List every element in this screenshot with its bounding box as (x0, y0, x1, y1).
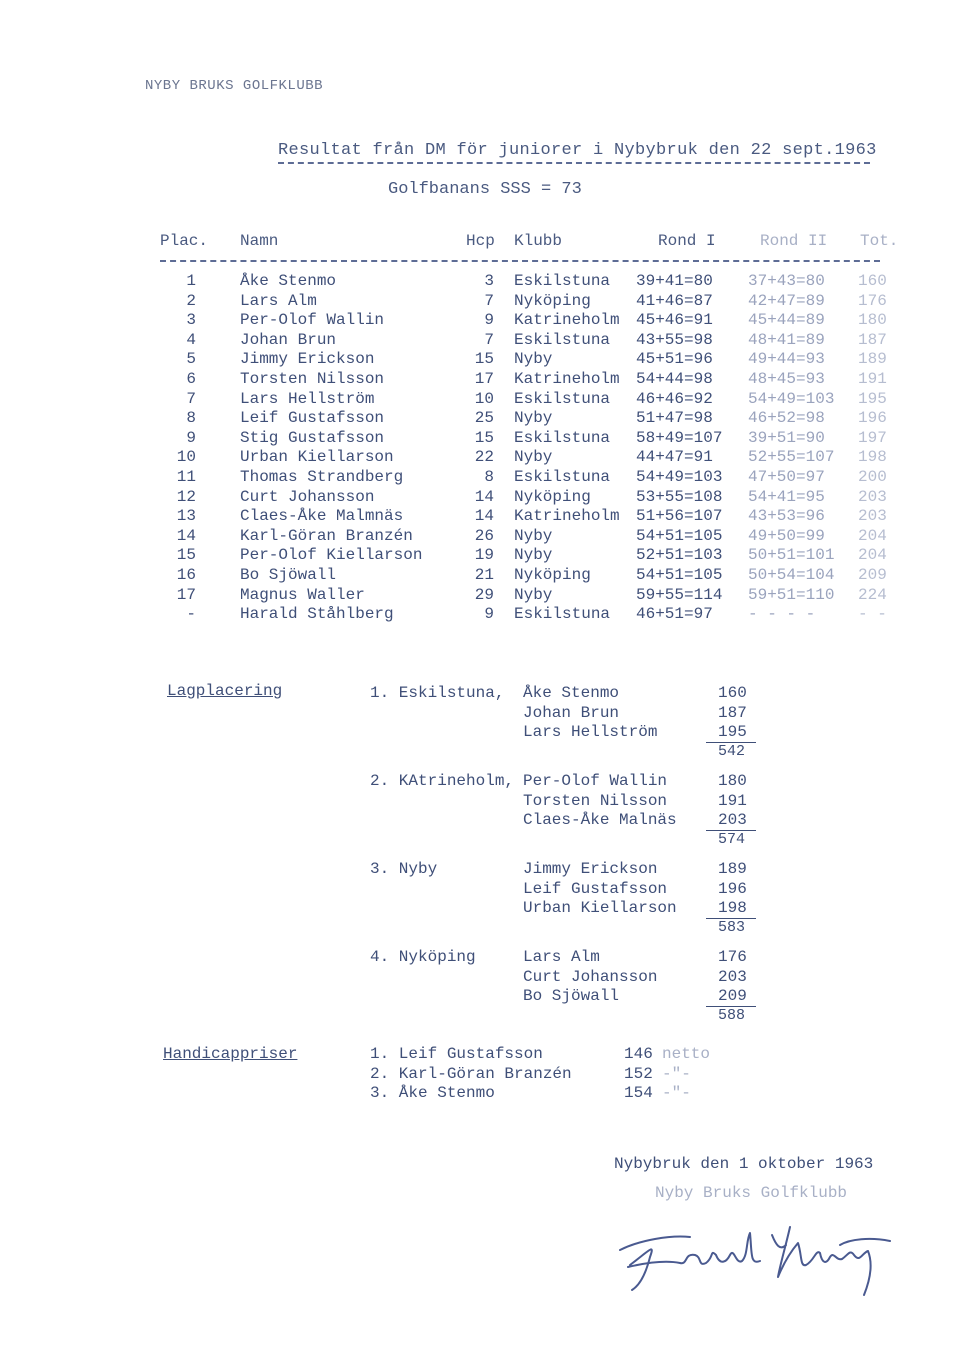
cell-round1: 46+51=97 (636, 605, 713, 624)
cell-name: Lars Hellström (240, 389, 375, 408)
cell-club: Katrineholm (514, 370, 620, 388)
team-rank: 1. Eskilstuna, (370, 684, 505, 702)
cell-handicap: 7 (484, 330, 494, 349)
cell-club: Eskilstuna (514, 330, 611, 349)
team-player-name: Johan Brun (523, 703, 620, 722)
cell-handicap: 19 (474, 546, 494, 565)
col-header-plac: Plac. (160, 232, 209, 250)
team-player-score: 191 (718, 791, 747, 810)
hcp-prize-name: 3. Åke Stenmo (370, 1084, 495, 1102)
cell-name: Per-Olof Wallin (240, 311, 385, 330)
cell-name: Curt Johansson (240, 487, 375, 506)
cell-round1: 51+56=107 (636, 507, 723, 526)
cell-total: 204 (858, 526, 887, 545)
table-row (0, 311, 960, 331)
table-row (0, 468, 960, 488)
team-rank: 4. Nyköping (370, 948, 476, 966)
cell-round2: 48+45=93 (748, 370, 825, 388)
header-divider (160, 260, 880, 262)
cell-club: Nyby (514, 448, 553, 467)
cell-round2: 49+50=99 (748, 526, 825, 545)
cell-handicap: 9 (484, 605, 494, 624)
team-total: 588 (718, 1007, 746, 1024)
col-header-rond1: Rond I (658, 232, 716, 250)
team-player-name: Lars Alm (523, 948, 600, 966)
cell-club: Nyby (514, 350, 553, 369)
cell-club: Nyby (514, 585, 553, 604)
cell-total: 187 (858, 330, 887, 349)
cell-handicap: 3 (484, 272, 494, 290)
table-row (0, 507, 960, 527)
team-player-name: Claes-Åke Malnäs (523, 811, 677, 829)
table-row (0, 605, 960, 625)
table-row (0, 488, 960, 508)
cell-name: Åke Stenmo (240, 272, 337, 290)
cell-place: - (186, 605, 196, 624)
cell-club: Nyköping (514, 291, 591, 310)
cell-place: 13 (176, 507, 196, 526)
team-player-name: Lars Hellström (523, 723, 658, 741)
table-row (0, 448, 960, 468)
team-total: 542 (718, 743, 746, 760)
cell-club: Nyby (514, 546, 553, 565)
cell-round1: 54+49=103 (636, 468, 723, 486)
table-row (0, 546, 960, 566)
cell-round2: 52+55=107 (748, 448, 835, 467)
cell-round1: 46+46=92 (636, 389, 713, 408)
cell-round2: 46+52=98 (748, 409, 825, 428)
cell-place: 15 (176, 546, 196, 565)
cell-place: 5 (186, 350, 196, 369)
cell-name: Bo Sjöwall (240, 566, 337, 584)
cell-club: Nyby (514, 409, 553, 428)
table-row (0, 409, 960, 429)
cell-handicap: 7 (484, 291, 494, 310)
cell-total: 189 (858, 350, 887, 369)
cell-total: 176 (858, 291, 887, 310)
cell-club: Nyköping (514, 566, 591, 584)
hcp-prize-note: -"- (662, 1084, 691, 1102)
handicappriser-label: Handicappriser (163, 1045, 298, 1063)
cell-name: Johan Brun (240, 330, 337, 349)
cell-name: Per-Olof Kiellarson (240, 546, 423, 565)
col-header-hcp: Hcp (466, 232, 495, 250)
cell-round1: 54+51=105 (636, 566, 723, 584)
cell-round1: 54+51=105 (636, 526, 723, 545)
cell-club: Eskilstuna (514, 389, 611, 408)
cell-round2: 42+47=89 (748, 291, 825, 310)
cell-round2: 50+54=104 (748, 566, 835, 584)
cell-handicap: 8 (484, 468, 494, 486)
cell-place: 11 (176, 468, 196, 486)
cell-total: 200 (858, 468, 887, 486)
cell-club: Eskilstuna (514, 272, 611, 290)
team-player-score: 195 (718, 723, 747, 741)
lagplacering-label: Lagplacering (167, 682, 283, 700)
cell-place: 1 (186, 272, 196, 290)
cell-place: 17 (176, 585, 196, 604)
cell-place: 2 (186, 291, 196, 310)
cell-place: 14 (176, 526, 196, 545)
cell-name: Claes-Åke Malmnäs (240, 507, 404, 526)
team-player-score: 189 (718, 860, 747, 878)
cell-club: Katrineholm (514, 507, 620, 526)
cell-place: 3 (186, 311, 196, 330)
team-player-name: Bo Sjöwall (523, 987, 620, 1005)
cell-round1: 51+47=98 (636, 409, 713, 428)
team-rank: 2. KAtrineholm, (370, 772, 515, 790)
team-player-name: Jimmy Erickson (523, 860, 658, 878)
cell-name: Stig Gustafsson (240, 428, 385, 447)
team-player-score: 176 (718, 948, 747, 966)
team-total: 583 (718, 919, 746, 936)
table-row (0, 350, 960, 370)
cell-total: 203 (858, 507, 887, 526)
team-player-score: 209 (718, 987, 747, 1005)
cell-handicap: 14 (474, 507, 494, 526)
cell-handicap: 14 (474, 487, 494, 506)
cell-name: Thomas Strandberg (240, 468, 404, 486)
cell-total: 180 (858, 311, 887, 330)
cell-round1: 41+46=87 (636, 291, 713, 310)
title-underline (278, 162, 870, 164)
cell-round1: 54+44=98 (636, 370, 713, 388)
cell-round1: 52+51=103 (636, 546, 723, 565)
cell-handicap: 22 (474, 448, 494, 467)
cell-round2: 48+41=89 (748, 330, 825, 349)
cell-name: Jimmy Erickson (240, 350, 375, 369)
cell-club: Eskilstuna (514, 605, 611, 624)
table-row (0, 566, 960, 586)
table-row (0, 586, 960, 606)
cell-place: 4 (186, 330, 196, 349)
cell-total: 203 (858, 487, 887, 506)
cell-round2: 45+44=89 (748, 311, 825, 330)
cell-round1: 59+55=114 (636, 585, 723, 604)
cell-club: Nyköping (514, 487, 591, 506)
footer-club: Nyby Bruks Golfklubb (655, 1184, 848, 1202)
col-header-tot: Tot. (860, 232, 899, 250)
table-row (0, 429, 960, 449)
cell-round1: 44+47=91 (636, 448, 713, 467)
table-row (0, 527, 960, 547)
cell-place: 8 (186, 409, 196, 428)
team-player-name: Torsten Nilsson (523, 791, 668, 810)
cell-round2: 39+51=90 (748, 428, 825, 447)
cell-handicap: 17 (474, 370, 494, 388)
cell-name: Lars Alm (240, 291, 317, 310)
cell-round1: 45+46=91 (636, 311, 713, 330)
cell-round1: 45+51=96 (636, 350, 713, 369)
col-header-rond2: Rond II (760, 232, 828, 250)
cell-name: Torsten Nilsson (240, 370, 385, 388)
cell-total: - - (858, 605, 887, 624)
cell-name: Karl-Göran Branzén (240, 526, 413, 545)
cell-round2: 37+43=80 (748, 272, 825, 290)
team-player-score: 180 (718, 772, 747, 790)
cell-handicap: 25 (474, 409, 494, 428)
cell-total: 195 (858, 389, 887, 408)
col-header-namn: Namn (240, 232, 279, 250)
cell-round1: 58+49=107 (636, 428, 723, 447)
team-player-score: 203 (718, 811, 747, 829)
table-row (0, 292, 960, 312)
team-player-score: 203 (718, 967, 747, 986)
table-row (0, 390, 960, 410)
cell-handicap: 15 (474, 350, 494, 369)
team-player-score: 196 (718, 879, 747, 898)
cell-handicap: 10 (474, 389, 494, 408)
cell-handicap: 29 (474, 585, 494, 604)
cell-round2: 54+49=103 (748, 389, 835, 408)
cell-name: Magnus Waller (240, 585, 365, 604)
cell-handicap: 9 (484, 311, 494, 330)
cell-total: 209 (858, 566, 887, 584)
cell-place: 7 (186, 389, 196, 408)
team-total: 574 (718, 831, 746, 848)
cell-round2: 49+44=93 (748, 350, 825, 369)
cell-round2: 43+53=96 (748, 507, 825, 526)
cell-round2: 50+51=101 (748, 546, 835, 565)
cell-name: Leif Gustafsson (240, 409, 385, 428)
cell-name: Harald Ståhlberg (240, 605, 394, 624)
cell-round1: 43+55=98 (636, 330, 713, 349)
cell-handicap: 21 (474, 566, 494, 584)
signature (610, 1205, 910, 1305)
team-player-name: Curt Johansson (523, 967, 658, 986)
cell-round2: 54+41=95 (748, 487, 825, 506)
hcp-prize-name: 1. Leif Gustafsson (370, 1045, 543, 1063)
team-player-score: 187 (718, 703, 747, 722)
club-header: NYBY BRUKS GOLFKLUBB (145, 78, 324, 94)
cell-total: 196 (858, 409, 887, 428)
cell-handicap: 15 (474, 428, 494, 447)
document-title: Resultat från DM för juniorer i Nybybruk den 22 sept.1963 (278, 141, 877, 160)
team-rank: 3. Nyby (370, 860, 438, 878)
cell-total: 198 (858, 448, 887, 467)
hcp-prize-score: 146 (624, 1045, 653, 1063)
cell-club: Katrineholm (514, 311, 620, 330)
cell-total: 160 (858, 272, 887, 290)
cell-place: 9 (186, 428, 196, 447)
team-player-name: Urban Kiellarson (523, 899, 677, 917)
table-row (0, 370, 960, 390)
cell-round2: - - - - (748, 605, 816, 624)
cell-place: 6 (186, 370, 196, 388)
cell-club: Nyby (514, 526, 553, 545)
team-player-score: 160 (718, 684, 747, 702)
cell-place: 10 (176, 448, 196, 467)
cell-round1: 53+55=108 (636, 487, 723, 506)
team-player-name: Per-Olof Wallin (523, 772, 668, 790)
course-sss: Golfbanans SSS = 73 (388, 180, 582, 199)
cell-total: 224 (858, 585, 887, 604)
cell-total: 204 (858, 546, 887, 565)
cell-round1: 39+41=80 (636, 272, 713, 290)
cell-club: Eskilstuna (514, 468, 611, 486)
cell-handicap: 26 (474, 526, 494, 545)
hcp-prize-name: 2. Karl-Göran Branzén (370, 1064, 572, 1083)
cell-club: Eskilstuna (514, 428, 611, 447)
cell-total: 197 (858, 428, 887, 447)
hcp-prize-score: 152 (624, 1064, 653, 1083)
hcp-prize-note: -"- (662, 1064, 691, 1083)
team-player-score: 198 (718, 899, 747, 917)
cell-place: 12 (176, 487, 196, 506)
cell-name: Urban Kiellarson (240, 448, 394, 467)
hcp-prize-note: netto (662, 1045, 711, 1063)
table-row (0, 331, 960, 351)
cell-round2: 59+51=110 (748, 585, 835, 604)
team-player-name: Åke Stenmo (523, 684, 620, 702)
hcp-prize-score: 154 (624, 1084, 653, 1102)
footer-place-date: Nybybruk den 1 oktober 1963 (614, 1155, 874, 1173)
cell-round2: 47+50=97 (748, 468, 825, 486)
cell-place: 16 (176, 566, 196, 584)
cell-total: 191 (858, 370, 887, 388)
team-player-name: Leif Gustafsson (523, 879, 668, 898)
col-header-klubb: Klubb (514, 232, 563, 250)
table-row (0, 272, 960, 292)
